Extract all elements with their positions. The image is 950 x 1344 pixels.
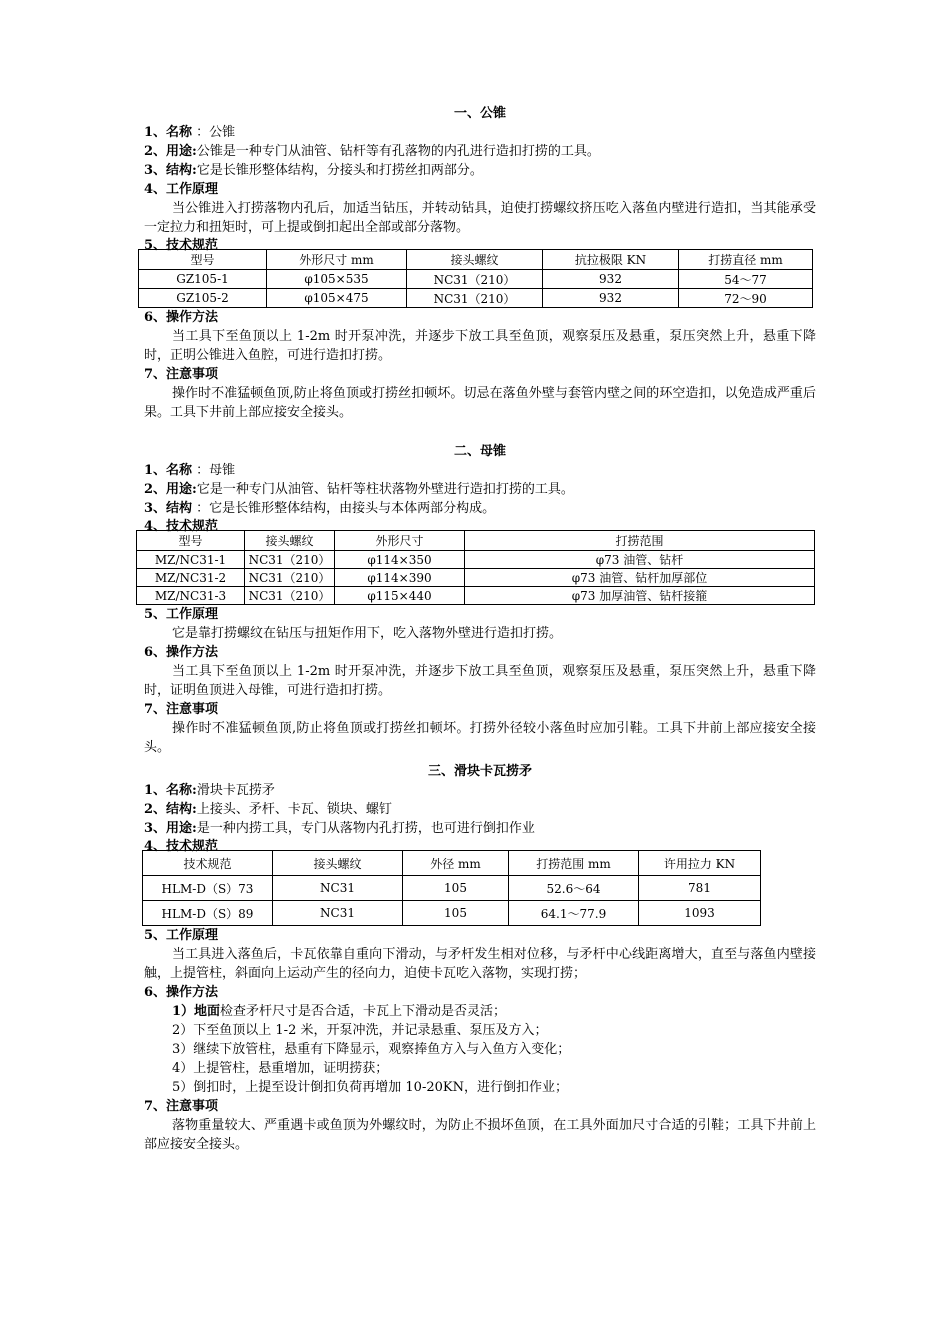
table-cell: φ73 加厚油管、钻杆接箍 (465, 587, 815, 605)
use-line (144, 819, 816, 838)
table-header-row (143, 851, 761, 876)
section-slip-spear (144, 762, 816, 1154)
table-cell: 105 (403, 901, 509, 926)
principle-heading: 5、工作原理 (144, 928, 219, 943)
table-row (139, 289, 813, 308)
table-header-cell: 型号 (139, 250, 267, 270)
use-value: 它是一种专门从油管、钻杆等柱状落物外壁进行造扣打捞的工具。 (196, 482, 574, 497)
spec-heading: 5、技术规范 (144, 238, 219, 253)
name-label: 1、名称 (144, 463, 193, 478)
section-female-tap (144, 442, 816, 757)
table-cell: GZ105-1 (139, 270, 267, 289)
section-title: 二、母锥 (453, 444, 506, 459)
table-header-cell: 外形尺寸 (335, 531, 465, 551)
table-cell: φ73 油管、钻杆加厚部位 (465, 569, 815, 587)
spec-heading: 4、技术规范 (144, 839, 219, 854)
table-cell: MZ/NC31-2 (137, 569, 245, 587)
table-cell: 105 (403, 876, 509, 901)
table-cell: HLM-D（S）89 (143, 901, 273, 926)
operation-heading: 6、操作方法 (144, 310, 219, 325)
table-cell: HLM-D（S）73 (143, 876, 273, 901)
table-header-row (137, 531, 815, 551)
table-header-cell: 外形尺寸 mm (267, 250, 407, 270)
structure-label: 2、结构: (144, 802, 197, 817)
table-cell: 932 (543, 270, 679, 289)
operation-step: 4）上提管柱，悬重增加，证明捞获； (172, 1061, 389, 1076)
table-cell: φ105×535 (267, 270, 407, 289)
notes-heading: 7、注意事项 (144, 367, 219, 382)
operation-step: 2）下至鱼顶以上 1-2 米，开泵冲洗，并记录悬重、泵压及方入； (172, 1023, 548, 1038)
table-header-cell: 接头螺纹 (407, 250, 543, 270)
table-cell: 52.6～64 (509, 876, 639, 901)
operation-text: 当工具下至鱼顶以上 1-2m 时开泵冲洗，并逐步下放工具至鱼顶，观察泵压及悬重，泵压突然上升，悬重下降时，正明公锥进入鱼腔，可进行造扣打捞。 (144, 329, 816, 363)
table-header-cell: 接头螺纹 (245, 531, 335, 551)
table-cell: φ114×390 (335, 569, 465, 587)
table-cell: NC31（210） (245, 551, 335, 569)
section-title: 三、滑块卡瓦捞矛 (427, 764, 532, 779)
principle-heading: 5、工作原理 (144, 607, 219, 622)
use-value: 是一种内捞工具，专门从落物内孔打捞，也可进行倒扣作业 (196, 821, 535, 836)
table-header-row (139, 250, 813, 270)
table-row (137, 569, 815, 587)
principle-heading: 4、工作原理 (144, 182, 219, 197)
name-value: 滑块卡瓦捞矛 (196, 783, 275, 798)
table-row (137, 551, 815, 569)
table-header-cell: 外径 mm (403, 851, 509, 876)
table-header-cell: 抗拉极限 KN (543, 250, 679, 270)
name-value: ：公锥 (192, 125, 236, 140)
structure-line (144, 161, 816, 180)
table-cell: 54～77 (679, 270, 813, 289)
operation-step (144, 1002, 816, 1021)
name-label: 1、名称: (144, 783, 197, 798)
principle-text: 当工具进入落鱼后，卡瓦依靠自重向下滑动，与矛杆发生相对位移，与矛杆中心线距离增大，直至与落鱼内壁接触，上提管柱，斜面向上运动产生的径向力，迫使卡瓦吃入落物，实现打捞； (144, 947, 816, 981)
use-line (144, 142, 816, 161)
operation-heading: 6、操作方法 (144, 985, 219, 1000)
structure-value: 上接头、矛杆、卡瓦、锁块、螺钉 (196, 802, 392, 817)
table-row (139, 270, 813, 289)
notes-text: 操作时不准猛顿鱼顶,防止将鱼顶或打捞丝扣顿坏。切忌在落鱼外壁与套管内壁之间的环空造扣，以免造成严重后果。工具下井前上部应接安全接头。 (144, 386, 816, 420)
table-cell: φ114×350 (335, 551, 465, 569)
operation-heading: 6、操作方法 (144, 645, 219, 660)
table-cell: NC31（210） (245, 587, 335, 605)
table-header-cell: 打捞范围 mm (509, 851, 639, 876)
table-cell: φ73 油管、钻杆 (465, 551, 815, 569)
name-label: 1、名称 (144, 125, 193, 140)
use-label: 2、用途: (144, 144, 197, 159)
table-cell: GZ105-2 (139, 289, 267, 308)
name-value: ：母锥 (192, 463, 236, 478)
spec-table (136, 530, 815, 605)
table-cell: MZ/NC31-3 (137, 587, 245, 605)
name-line (144, 781, 816, 800)
use-value: 公锥是一种专门从油管、钻杆等有孔落物的内孔进行造扣打捞的工具。 (196, 144, 600, 159)
use-label: 2、用途: (144, 482, 197, 497)
operation-text: 当工具下至鱼顶以上 1-2m 时开泵冲洗，并逐步下放工具至鱼顶，观察泵压及悬重，泵压突然上升，悬重下降时，证明鱼顶进入母锥，可进行造扣打捞。 (144, 664, 816, 698)
operation-step: 5）倒扣时，上提至设计倒扣负荷再增加 10-20KN，进行倒扣作业； (172, 1080, 568, 1095)
table-header-cell: 许用拉力 KN (639, 851, 761, 876)
table-row (143, 876, 761, 901)
spec-table (138, 249, 813, 308)
structure-line (144, 800, 816, 819)
table-row (137, 587, 815, 605)
use-line (144, 480, 816, 499)
use-label: 3、用途: (144, 821, 197, 836)
step-text: 检查矛杆尺寸是否合适，卡瓦上下滑动是否灵活； (220, 1004, 507, 1019)
table-cell: 64.1～77.9 (509, 901, 639, 926)
notes-text: 操作时不准猛顿鱼顶,防止将鱼顶或打捞丝扣顿坏。打捞外径较小落鱼时应加引鞋。工具下井前上部应接安全接头。 (144, 721, 816, 755)
section-title: 一、公锥 (453, 106, 506, 121)
step-label: 1）地面 (172, 1004, 221, 1019)
table-cell: NC31 (273, 876, 403, 901)
principle-text: 它是靠打捞螺纹在钻压与扭矩作用下，吃入落物外壁进行造扣打捞。 (172, 626, 563, 641)
notes-heading: 7、注意事项 (144, 1099, 219, 1114)
principle-text: 当公锥进入打捞落物内孔后，加适当钻压，并转动钻具，迫使打捞螺纹挤压吃入落鱼内壁进行造扣，当其能承受一定拉力和扭矩时，可上提或倒扣起出全部或部分落物。 (144, 201, 816, 235)
structure-label: 3、结构 (144, 501, 193, 516)
notes-text: 落物重量较大、严重遇卡或鱼顶为外螺纹时，为防止不损坏鱼顶，在工具外面加尺寸合适的引鞋；工具下井前上部应接安全接头。 (144, 1118, 816, 1152)
table-cell: MZ/NC31-1 (137, 551, 245, 569)
operation-step: 3）继续下放管柱，悬重有下降显示，观察捧鱼方入与入鱼方入变化； (172, 1042, 571, 1057)
table-header-cell: 技术规范 (143, 851, 273, 876)
name-line (144, 123, 816, 142)
spec-heading: 4、技术规范 (144, 519, 219, 534)
spec-table (142, 850, 761, 926)
table-header-cell: 打捞直径 mm (679, 250, 813, 270)
table-cell: 932 (543, 289, 679, 308)
table-cell: 1093 (639, 901, 761, 926)
structure-line (144, 499, 816, 518)
structure-value: 它是长锥形整体结构，分接头和打捞丝扣两部分。 (196, 163, 483, 178)
table-cell: NC31 (273, 901, 403, 926)
table-header-cell: 接头螺纹 (273, 851, 403, 876)
table-cell: 72～90 (679, 289, 813, 308)
name-line (144, 461, 816, 480)
table-cell: NC31（210） (407, 289, 543, 308)
structure-value: ：它是长锥形整体结构，由接头与本体两部分构成。 (192, 501, 496, 516)
table-header-cell: 打捞范围 (465, 531, 815, 551)
table-cell: 781 (639, 876, 761, 901)
table-cell: NC31（210） (407, 270, 543, 289)
table-header-cell: 型号 (137, 531, 245, 551)
table-cell: φ105×475 (267, 289, 407, 308)
table-cell: NC31（210） (245, 569, 335, 587)
section-male-tap (144, 104, 816, 422)
structure-label: 3、结构: (144, 163, 197, 178)
table-row (143, 901, 761, 926)
notes-heading: 7、注意事项 (144, 702, 219, 717)
table-cell: φ115×440 (335, 587, 465, 605)
